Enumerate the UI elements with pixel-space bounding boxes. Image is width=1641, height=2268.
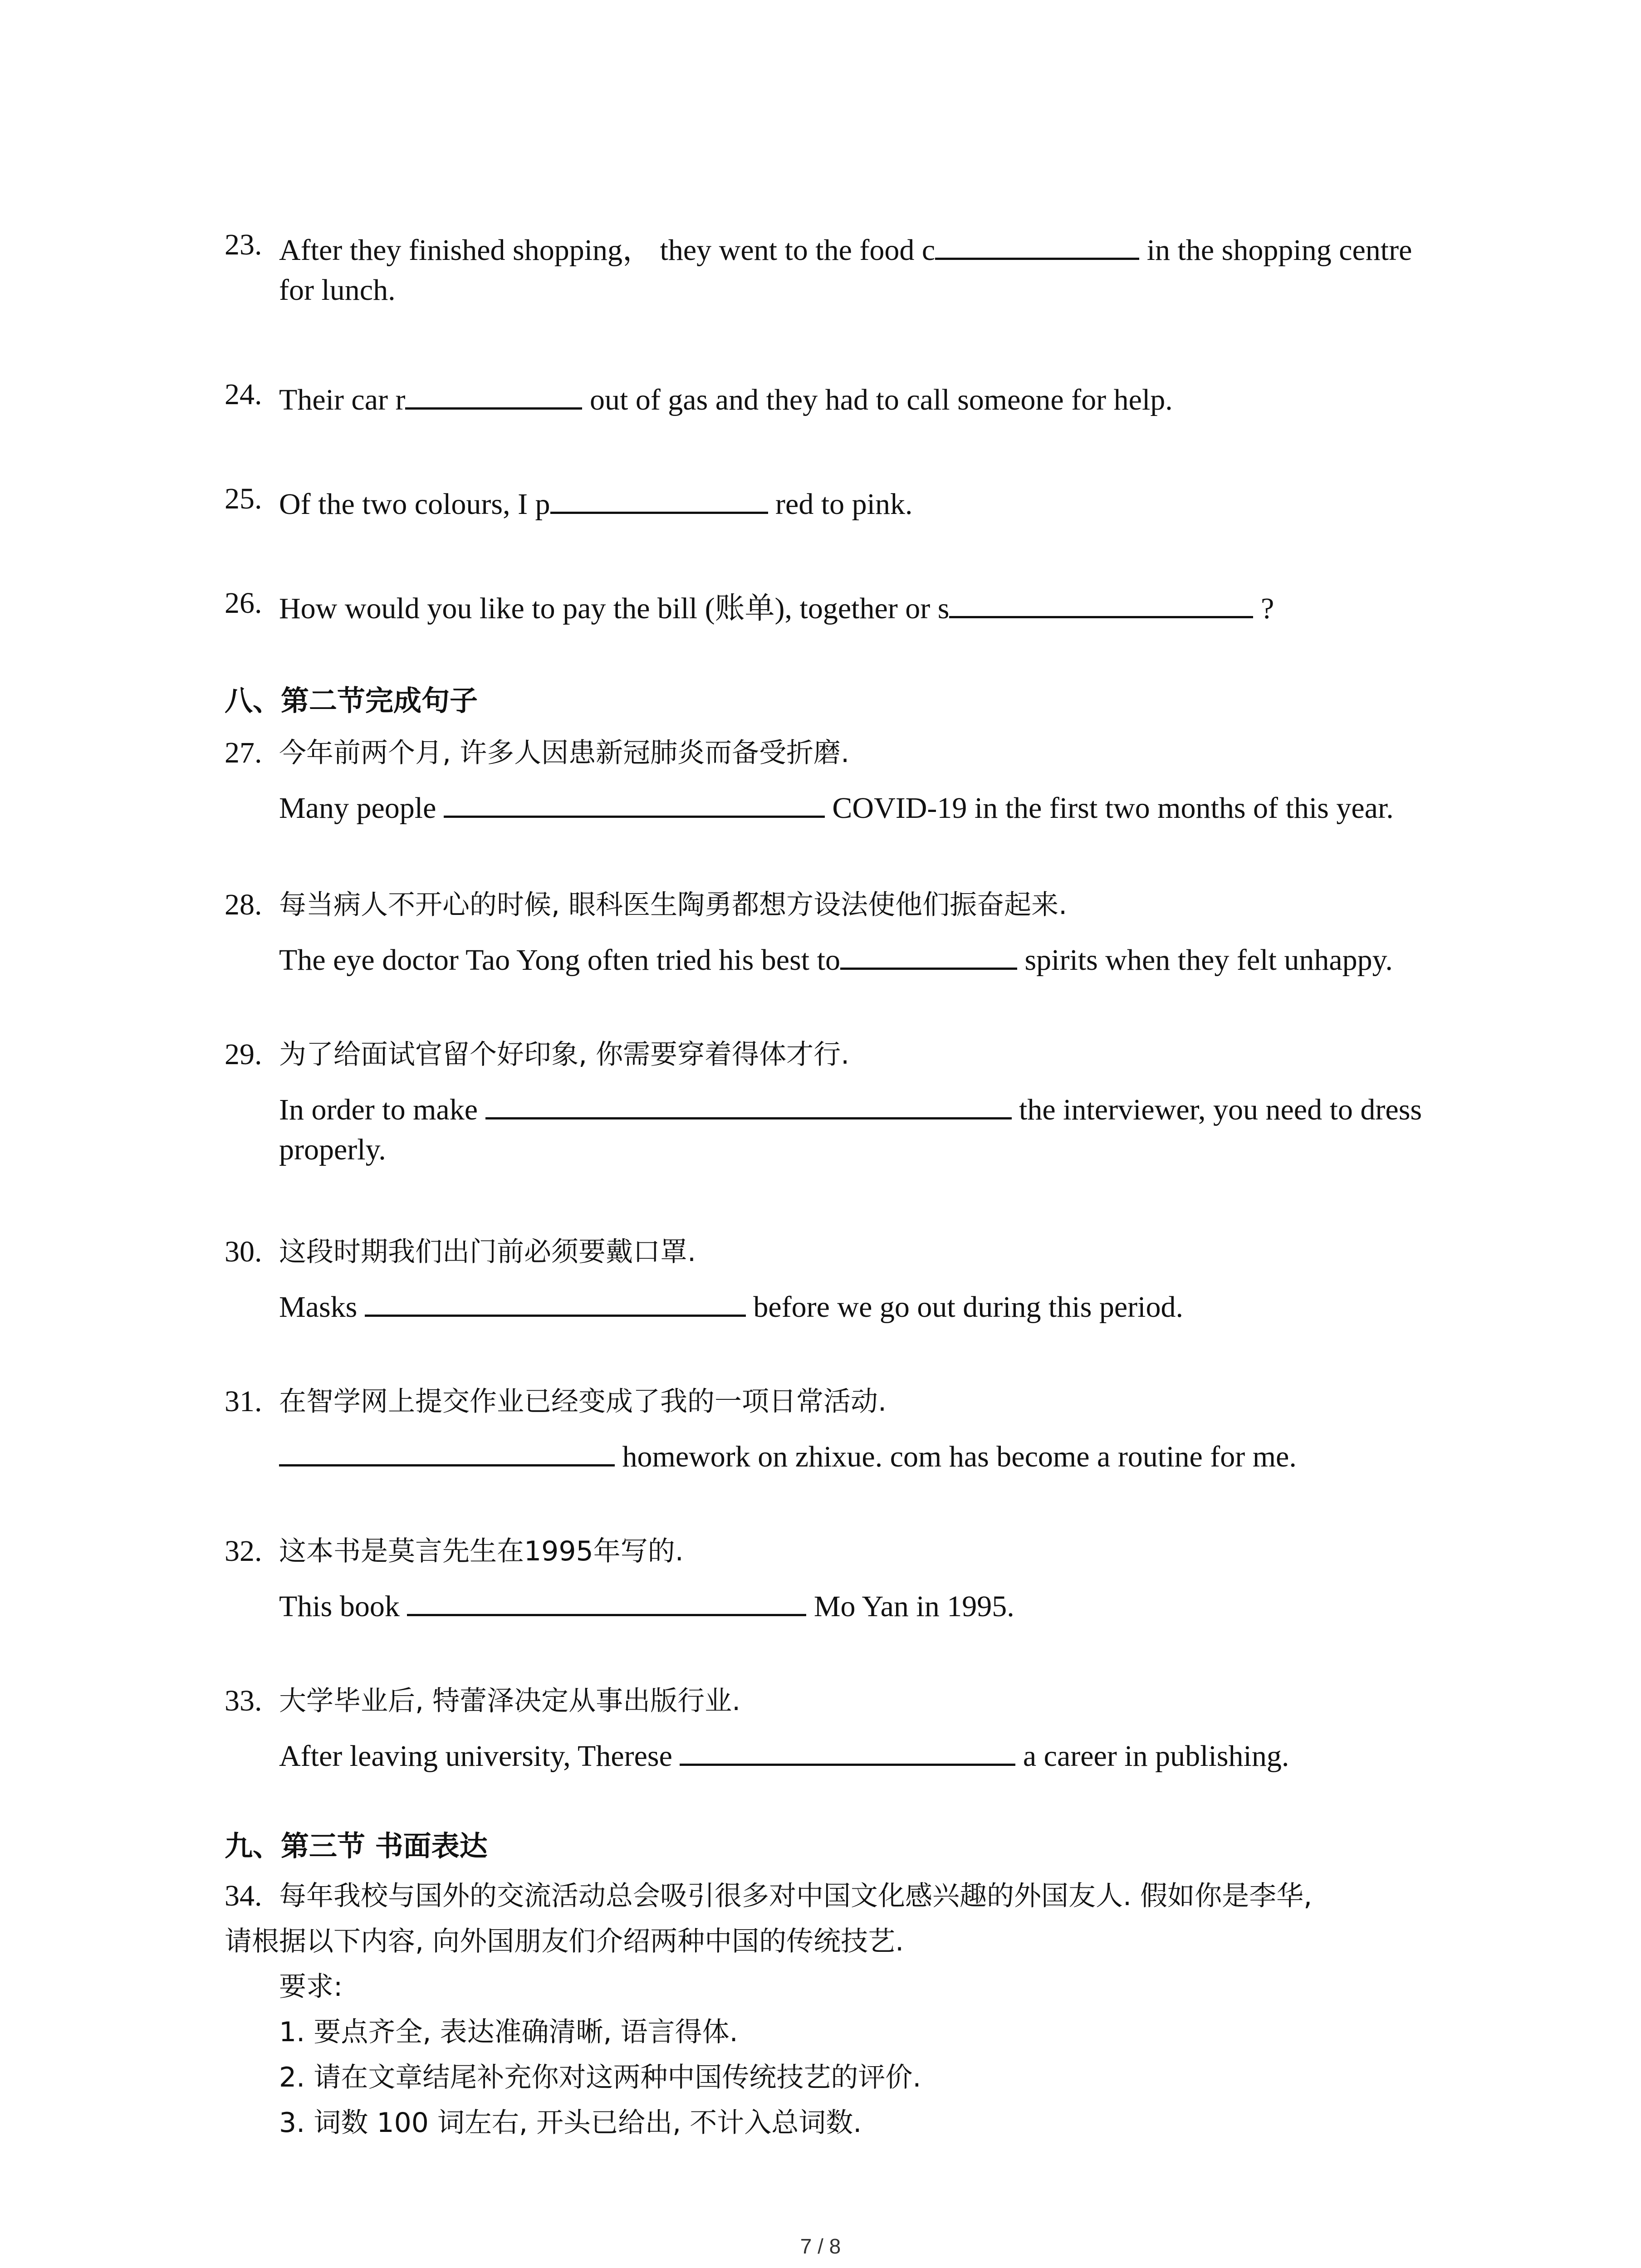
answer-blank[interactable] — [365, 1279, 746, 1317]
question-number: 27. — [225, 736, 262, 769]
answer-blank[interactable] — [935, 222, 1139, 260]
question-text: In order to make — [279, 1093, 485, 1126]
question-text: out of gas and they had to call someone for help. — [582, 383, 1173, 416]
question-text: COVID-19 in the first two months of this year. — [824, 792, 1394, 825]
requirement-item: 1. 要点齐全, 表达准确清晰, 语言得体. — [279, 2016, 738, 2048]
question-text: The eye doctor Tao Yong often tried his best to — [279, 943, 840, 977]
question-text: the interviewer, you need to dress — [1011, 1093, 1422, 1126]
question-number: 28. — [225, 888, 262, 921]
answer-blank[interactable] — [840, 932, 1017, 970]
question-text: This book — [279, 1590, 407, 1623]
question-text: properly. — [279, 1133, 386, 1166]
question-text: spirits when they felt unhappy. — [1017, 943, 1393, 977]
question-text: before we go out during this period. — [745, 1290, 1183, 1324]
question-number: 30. — [225, 1235, 262, 1268]
question-text: in the shopping centre — [1139, 234, 1412, 267]
question-text: homework on zhixue. com has become a routine for me. — [615, 1440, 1297, 1473]
question-text: After leaving university, Therese — [279, 1740, 680, 1773]
question-text: ? — [1253, 592, 1274, 625]
question-number: 24. — [225, 378, 262, 411]
requirement-item: 2. 请在文章结尾补充你对这两种中国传统技艺的评价. — [279, 2062, 921, 2093]
answer-blank[interactable] — [680, 1728, 1015, 1766]
writing-instructions: 每年我校与国外的交流活动总会吸引很多对中国文化感兴趣的外国友人. 假如你是李华, — [279, 1880, 1313, 1912]
question-text: After they finished shopping， they went to the food c — [279, 234, 936, 267]
question-number: 33. — [225, 1684, 262, 1717]
question-text: a career in publishing. — [1015, 1740, 1289, 1773]
chinese-prompt: 这本书是莫言先生在1995年写的. — [279, 1535, 684, 1567]
chinese-prompt: 今年前两个月, 许多人因患新冠肺炎而备受折磨. — [279, 737, 850, 769]
answer-blank[interactable] — [949, 581, 1253, 618]
answer-blank[interactable] — [444, 780, 825, 818]
question-number: 34. — [225, 1879, 262, 1912]
writing-instructions: 请根据以下内容, 向外国朋友们介绍两种中国的传统技艺. — [225, 1926, 904, 1957]
chinese-prompt: 为了给面试官留个好印象, 你需要穿着得体才行. — [279, 1039, 850, 1070]
question-text: Of the two colours, I p — [279, 488, 550, 521]
question-text: Mo Yan in 1995. — [806, 1590, 1014, 1623]
requirements-label: 要求: — [279, 1971, 343, 2003]
chinese-prompt: 大学毕业后, 特蕾泽决定从事出版行业. — [279, 1685, 741, 1717]
answer-blank[interactable] — [405, 372, 582, 410]
question-text: How would you like to pay the bill (账单), together or s — [279, 592, 950, 625]
question-number: 29. — [225, 1038, 262, 1071]
question-number: 31. — [225, 1385, 262, 1418]
answer-blank[interactable] — [485, 1082, 1012, 1119]
question-number: 26. — [225, 587, 262, 620]
chinese-prompt: 这段时期我们出门前必须要戴口罩. — [279, 1236, 696, 1268]
question-number: 23. — [225, 228, 262, 261]
question-text: for lunch. — [279, 274, 396, 307]
answer-blank[interactable] — [279, 1429, 615, 1466]
section-heading: 九、第三节 书面表达 — [225, 1829, 488, 1862]
question-text: red to pink. — [768, 488, 913, 521]
page-number: 7 / 8 — [800, 2234, 841, 2258]
answer-blank[interactable] — [550, 476, 768, 514]
chinese-prompt: 在智学网上提交作业已经变成了我的一项日常活动. — [279, 1386, 887, 1418]
answer-blank[interactable] — [407, 1579, 806, 1616]
question-number: 25. — [225, 482, 262, 515]
chinese-prompt: 每当病人不开心的时候, 眼科医生陶勇都想方设法使他们振奋起来. — [279, 889, 1068, 921]
question-text: Many people — [279, 792, 444, 825]
section-heading: 八、第二节完成句子 — [225, 684, 478, 717]
question-text: Masks — [279, 1290, 365, 1324]
question-number: 32. — [225, 1535, 262, 1568]
question-text: Their car r — [279, 383, 406, 416]
requirement-item: 3. 词数 100 词左右, 开头已给出, 不计入总词数. — [279, 2107, 862, 2139]
